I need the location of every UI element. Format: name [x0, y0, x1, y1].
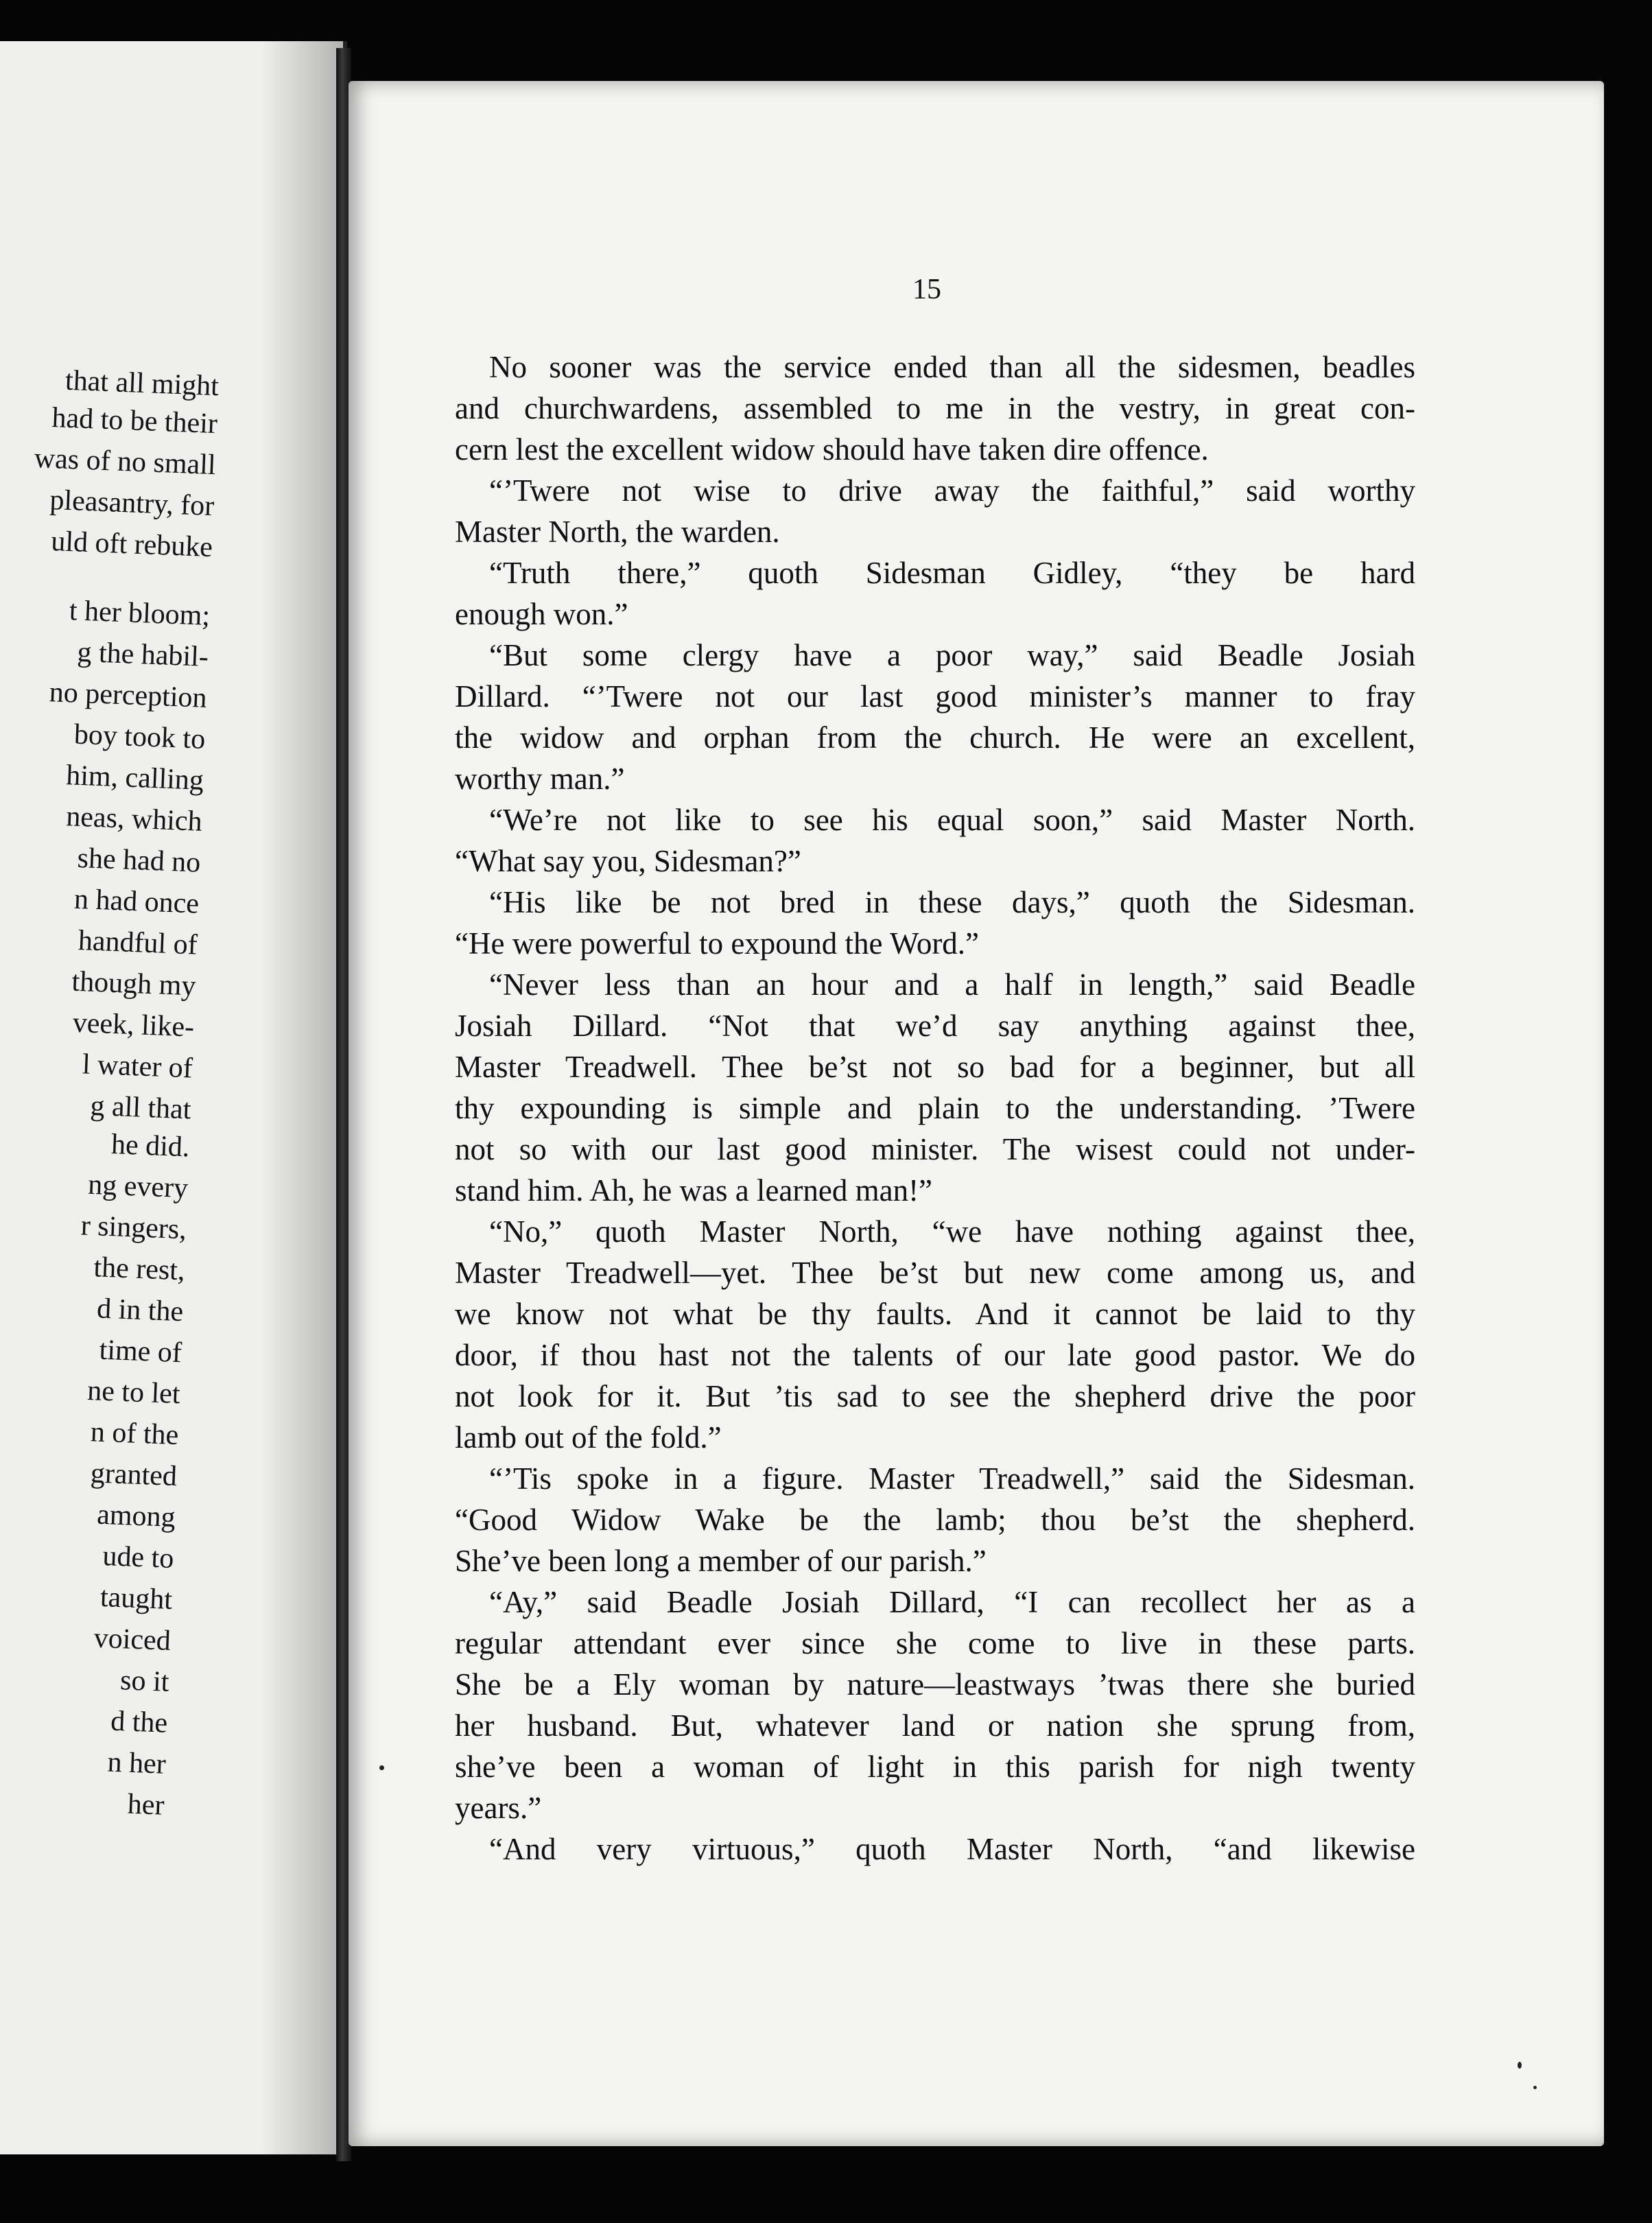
left-page-fragment: neas, which	[65, 801, 203, 838]
left-page-fragment: veek, like-	[72, 1007, 195, 1044]
page-number: 15	[912, 274, 941, 305]
left-page-fragment: d in the	[96, 1293, 185, 1328]
left-page-fragment: g all that	[89, 1090, 192, 1126]
left-page-fragment: voiced	[93, 1622, 172, 1657]
left-page-fragment: boy took to	[73, 718, 206, 755]
text-line: “’Twere not wise to drive away the faithful,” said worthy	[489, 473, 1415, 508]
left-page-fragment: time of	[98, 1334, 182, 1369]
left-page-fragment: had to be their	[51, 401, 218, 440]
text-line: regular attendant ever since she come to live in these parts.	[455, 1626, 1415, 1660]
text-line: “What say you, Sidesman?”	[455, 844, 801, 878]
left-page-fragment: so it	[119, 1665, 170, 1698]
text-line: “Good Widow Wake be the lamb; thou be’st the shepherd.	[455, 1503, 1415, 1537]
left-page-fragment: pleasantry, for	[49, 484, 215, 523]
left-page-fragment: no perception	[49, 677, 208, 714]
left-page	[0, 41, 347, 2154]
left-page-fragment: n had once	[73, 883, 200, 920]
text-line: “Never less than an hour and a half in length,” said Beadle	[489, 967, 1415, 1002]
text-line: she’ve been a woman of light in this parish for nigh twenty	[455, 1750, 1415, 1784]
dust-speck	[1533, 2086, 1537, 2089]
text-line: cern lest the excellent widow should have taken dire offence.	[455, 432, 1209, 467]
text-line: and churchwardens, assembled to me in the vestry, in great con-	[455, 391, 1415, 425]
text-line: “And very virtuous,” quoth Master North, “and likewise	[489, 1832, 1415, 1866]
left-page-fragment: n her	[106, 1746, 167, 1780]
left-page-fragment: him, calling	[65, 760, 204, 797]
text-line: thy expounding is simple and plain to the understanding. ’Twere	[455, 1091, 1415, 1125]
left-page-fragment: n of the	[90, 1416, 180, 1452]
dust-speck	[379, 1765, 384, 1770]
text-line: “’Tis spoke in a figure. Master Treadwell,” said the Sidesman.	[489, 1461, 1415, 1496]
text-line: not so with our last good minister. The wisest could not under-	[455, 1132, 1415, 1166]
text-line: She’ve been long a member of our parish.”	[455, 1544, 987, 1578]
left-page-fragment: he did.	[110, 1129, 191, 1164]
text-line: lamb out of the fold.”	[455, 1420, 722, 1455]
left-page-fragment: taught	[99, 1581, 173, 1616]
left-page-fragment: among	[96, 1498, 176, 1534]
left-page-fragment: handful of	[78, 925, 198, 961]
text-line: we know not what be thy faults. And it cannot be laid to thy	[455, 1297, 1415, 1331]
left-page-fragment: ng every	[87, 1168, 189, 1205]
text-line: Josiah Dillard. “Not that we’d say anything against thee,	[455, 1009, 1415, 1043]
text-line: “We’re not like to see his equal soon,” said Master North.	[489, 803, 1415, 837]
left-page-fragment: was of no small	[34, 443, 217, 482]
body-text	[455, 346, 1415, 1870]
left-page-fragment: ne to let	[86, 1375, 181, 1411]
text-line: not look for it. But ’tis sad to see the shepherd drive the poor	[455, 1379, 1415, 1413]
left-page-fragment: granted	[90, 1457, 178, 1493]
text-line: enough won.”	[455, 597, 628, 631]
left-page-fragment: uld oft rebuke	[50, 526, 213, 564]
dust-speck	[1518, 2062, 1522, 2069]
text-line: years.”	[455, 1791, 542, 1825]
text-line: Master Treadwell. Thee be’st not so bad for a beginner, but all	[455, 1050, 1415, 1084]
text-line: “But some clergy have a poor way,” said Beadle Josiah	[489, 638, 1415, 672]
text-line: “He were powerful to expound the Word.”	[455, 926, 980, 961]
left-page-fragment: she had no	[76, 842, 202, 879]
text-line: “Ay,” said Beadle Josiah Dillard, “I can recollect her as a	[489, 1585, 1415, 1619]
text-line: the widow and orphan from the church. He were an excellent,	[455, 720, 1415, 755]
text-line: No sooner was the service ended than all the sidesmen, beadles	[489, 350, 1415, 384]
text-line: door, if thou hast not the talents of our late good pastor. We do	[455, 1338, 1415, 1372]
left-page-text-fragments	[0, 364, 220, 1822]
left-page-fragment: r singers,	[80, 1210, 187, 1246]
left-page-fragment: g the habil-	[76, 636, 209, 673]
text-line: worthy man.”	[455, 762, 625, 796]
left-page-fragment: d the	[110, 1705, 168, 1739]
text-line: “His like be not bred in these days,” quoth the Sidesman.	[489, 885, 1415, 919]
text-line: her husband. But, whatever land or nation she sprung from,	[455, 1708, 1415, 1743]
left-page-fragment: that all might	[64, 364, 220, 403]
text-line: stand him. Ah, he was a learned man!”	[455, 1173, 933, 1208]
left-page-fragment: her	[127, 1788, 165, 1822]
text-line: Master North, the warden.	[455, 515, 780, 549]
left-page-fragment: the rest,	[93, 1251, 186, 1287]
text-line: “Truth there,” quoth Sidesman Gidley, “they be hard	[489, 556, 1415, 590]
left-page-fragment: l water of	[82, 1048, 193, 1085]
text-line: She be a Ely woman by nature—leastways ’twas there she buried	[455, 1667, 1415, 1702]
gutter-shadow	[261, 41, 343, 2154]
text-line: “No,” quoth Master North, “we have nothing against thee,	[489, 1214, 1415, 1249]
left-page-fragment: t her bloom;	[69, 595, 211, 633]
text-line: Master Treadwell—yet. Thee be’st but new come among us, and	[455, 1256, 1415, 1290]
left-page-fragment: though my	[71, 965, 197, 1002]
text-line: Dillard. “’Twere not our last good minister’s manner to fray	[455, 679, 1415, 714]
left-page-fragment: ude to	[102, 1540, 175, 1575]
